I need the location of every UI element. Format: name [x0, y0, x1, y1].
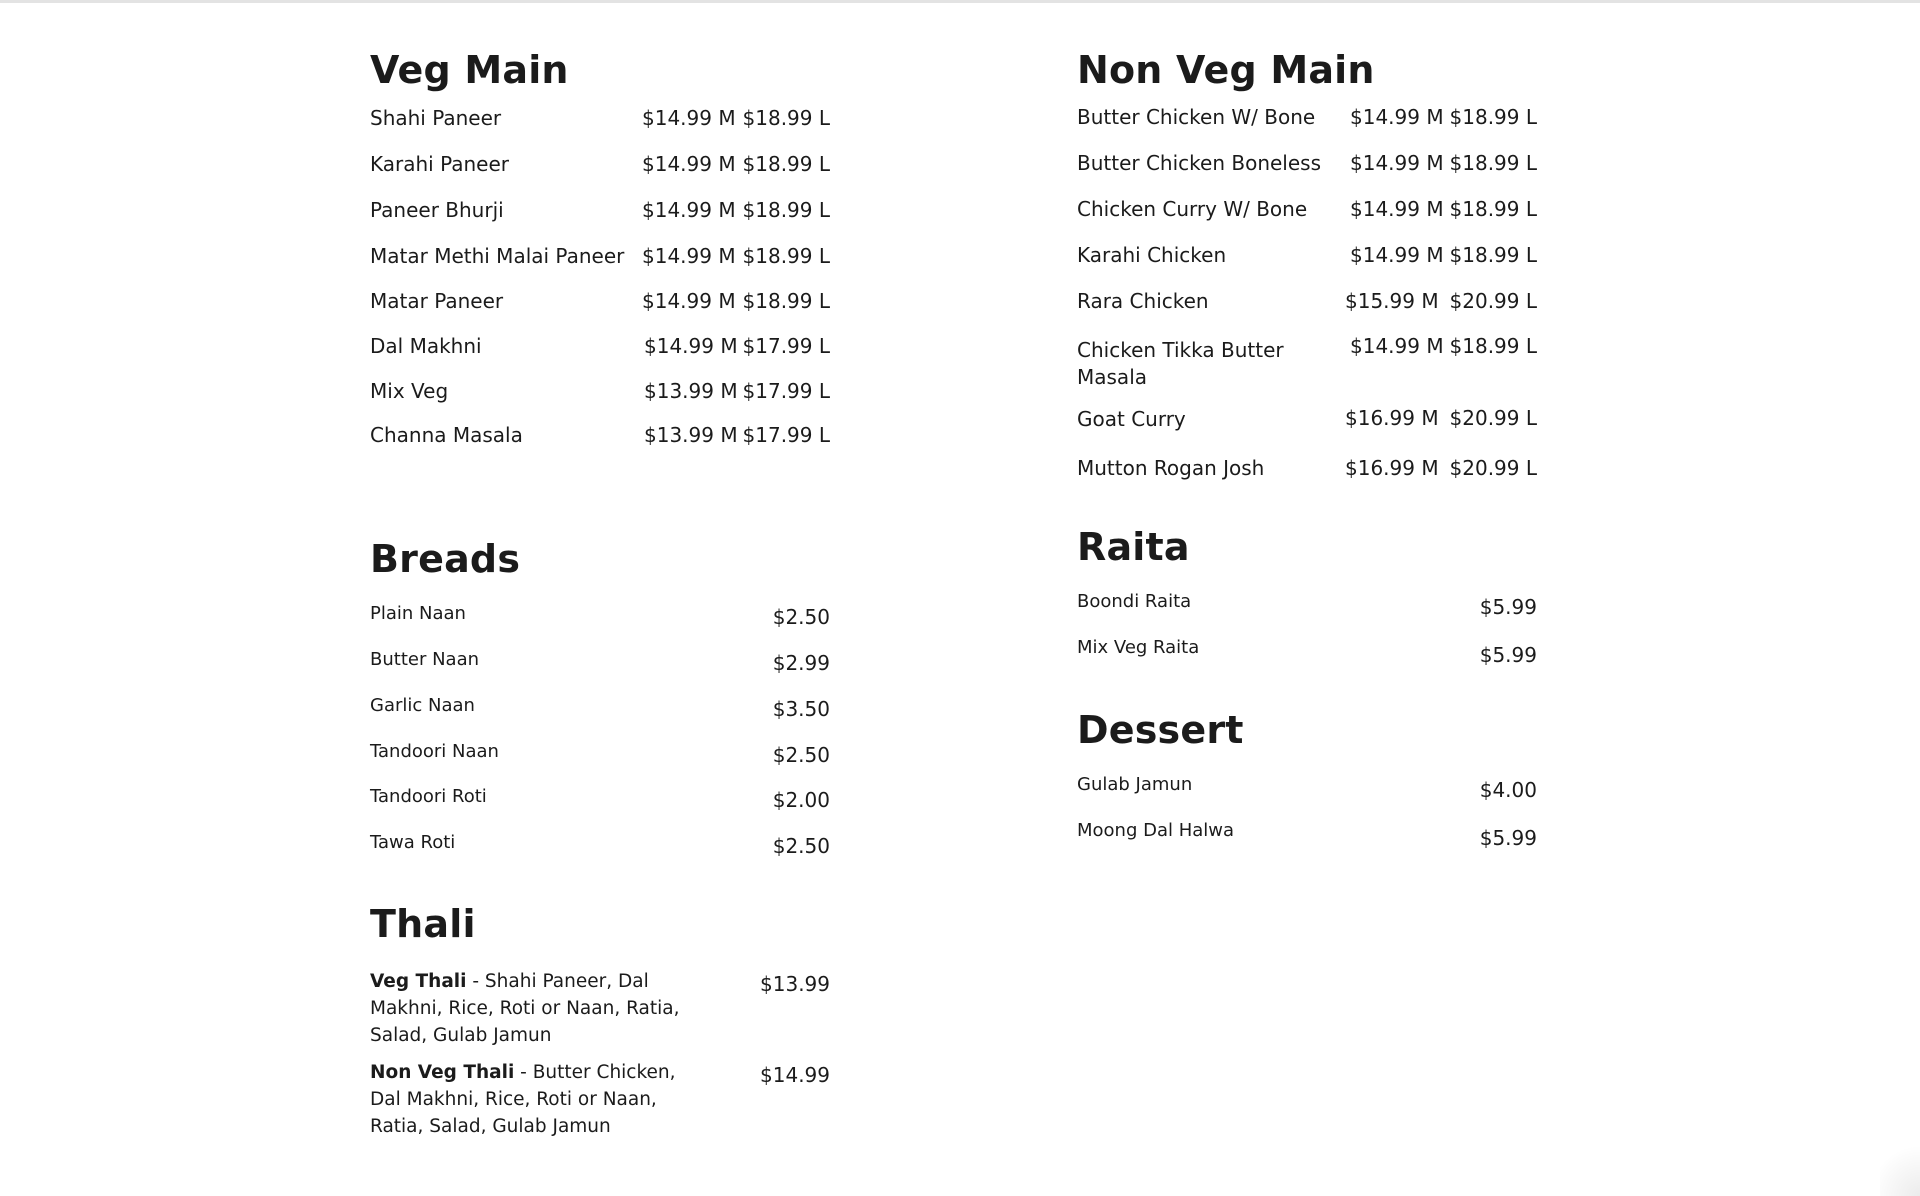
price-medium: $14.99 M — [642, 198, 736, 222]
price-large: $18.99 L — [742, 289, 830, 313]
price-medium: $14.99 M — [1350, 151, 1444, 175]
price-large: $18.99 L — [1449, 197, 1537, 221]
price-medium: $14.99 M — [642, 152, 736, 176]
item-name: Chicken Curry W/ Bone — [1077, 197, 1308, 221]
item-name: Paneer Bhurji — [370, 198, 504, 222]
price-large: $18.99 L — [1449, 105, 1537, 129]
item-price: $2.99 — [772, 651, 830, 675]
item-price: $2.00 — [772, 788, 830, 812]
thali-description — [370, 968, 710, 1049]
item-name: Tandoori Roti — [370, 786, 487, 807]
item-name: Plain Naan — [370, 603, 466, 624]
item-price: $2.50 — [772, 743, 830, 767]
thali-name: Veg Thali — [370, 971, 467, 992]
price-large: $17.99 L — [742, 379, 830, 403]
section-title-non-veg-main: Non Veg Main — [1077, 48, 1375, 92]
item-name: Rara Chicken — [1077, 289, 1209, 313]
item-name: Matar Methi Malai Paneer — [370, 244, 625, 268]
item-name: Goat Curry — [1077, 407, 1186, 431]
price-medium: $14.99 M — [644, 334, 738, 358]
thali-price: $14.99 — [760, 1063, 830, 1087]
price-large: $18.99 L — [742, 106, 830, 130]
price-large: $20.99 L — [1449, 406, 1537, 430]
item-price: $5.99 — [1479, 643, 1537, 667]
item-name: Butter Chicken W/ Bone — [1077, 105, 1316, 129]
price-large: $18.99 L — [1449, 151, 1537, 175]
price-medium: $14.99 M — [642, 289, 736, 313]
price-large: $20.99 L — [1449, 456, 1537, 480]
item-name: Karahi Chicken — [1077, 243, 1227, 267]
price-large: $18.99 L — [1449, 334, 1537, 358]
price-medium: $14.99 M — [1350, 197, 1444, 221]
item-name: Tawa Roti — [370, 832, 456, 853]
price-medium: $15.99 M — [1345, 289, 1439, 313]
top-divider — [0, 0, 1920, 3]
item-price: $5.99 — [1479, 826, 1537, 850]
item-name: Channa Masala — [370, 423, 523, 447]
item-name: Shahi Paneer — [370, 106, 502, 130]
price-medium: $14.99 M — [1350, 105, 1444, 129]
price-medium: $16.99 M — [1345, 406, 1439, 430]
thali-description — [370, 1059, 710, 1140]
item-name: Boondi Raita — [1077, 591, 1192, 612]
item-name: Tandoori Naan — [370, 741, 499, 762]
corner-shadow — [1880, 1136, 1920, 1196]
item-price: $3.50 — [772, 697, 830, 721]
item-name: Karahi Paneer — [370, 152, 510, 176]
price-large: $17.99 L — [742, 423, 830, 447]
price-medium: $14.99 M — [1350, 334, 1444, 358]
item-name: Garlic Naan — [370, 695, 475, 716]
item-price: $4.00 — [1479, 778, 1537, 802]
item-name: Butter Naan — [370, 649, 480, 670]
item-name: Matar Paneer — [370, 289, 504, 313]
section-title-thali: Thali — [370, 902, 476, 946]
price-medium: $14.99 M — [642, 244, 736, 268]
price-medium: $14.99 M — [1350, 243, 1444, 267]
price-large: $18.99 L — [742, 244, 830, 268]
price-large: $18.99 L — [1449, 243, 1537, 267]
item-name: Mix Veg — [370, 379, 449, 403]
thali-name: Non Veg Thali — [370, 1062, 515, 1083]
item-price: $2.50 — [772, 834, 830, 858]
item-name: Moong Dal Halwa — [1077, 820, 1235, 841]
item-price: $2.50 — [772, 605, 830, 629]
item-name: Butter Chicken Boneless — [1077, 151, 1322, 175]
item-name: Gulab Jamun — [1077, 774, 1193, 795]
section-title-breads: Breads — [370, 537, 521, 581]
item-name: Mix Veg Raita — [1077, 637, 1200, 658]
section-title-raita: Raita — [1077, 525, 1190, 569]
item-name: Dal Makhni — [370, 334, 482, 358]
section-title-dessert: Dessert — [1077, 708, 1244, 752]
price-medium: $14.99 M — [642, 106, 736, 130]
price-large: $20.99 L — [1449, 289, 1537, 313]
price-large: $17.99 L — [742, 334, 830, 358]
price-large: $18.99 L — [742, 198, 830, 222]
price-medium: $13.99 M — [644, 379, 738, 403]
item-price: $5.99 — [1479, 595, 1537, 619]
item-name: Mutton Rogan Josh — [1077, 456, 1265, 480]
price-medium: $13.99 M — [644, 423, 738, 447]
item-name: Chicken Tikka Butter Masala — [1077, 338, 1284, 389]
price-large: $18.99 L — [742, 152, 830, 176]
price-medium: $16.99 M — [1345, 456, 1439, 480]
thali-price: $13.99 — [760, 972, 830, 996]
section-title-veg-main: Veg Main — [370, 48, 569, 92]
thali-contents: - Butter Chicken, Dal Makhni, Rice, Roti or Naan, Ratia, Salad, Gulab Jamun — [370, 1062, 676, 1137]
thali-contents: - Shahi Paneer, Dal Makhni, Rice, Roti or Naan, Ratia, Salad, Gulab Jamun — [370, 971, 680, 1046]
